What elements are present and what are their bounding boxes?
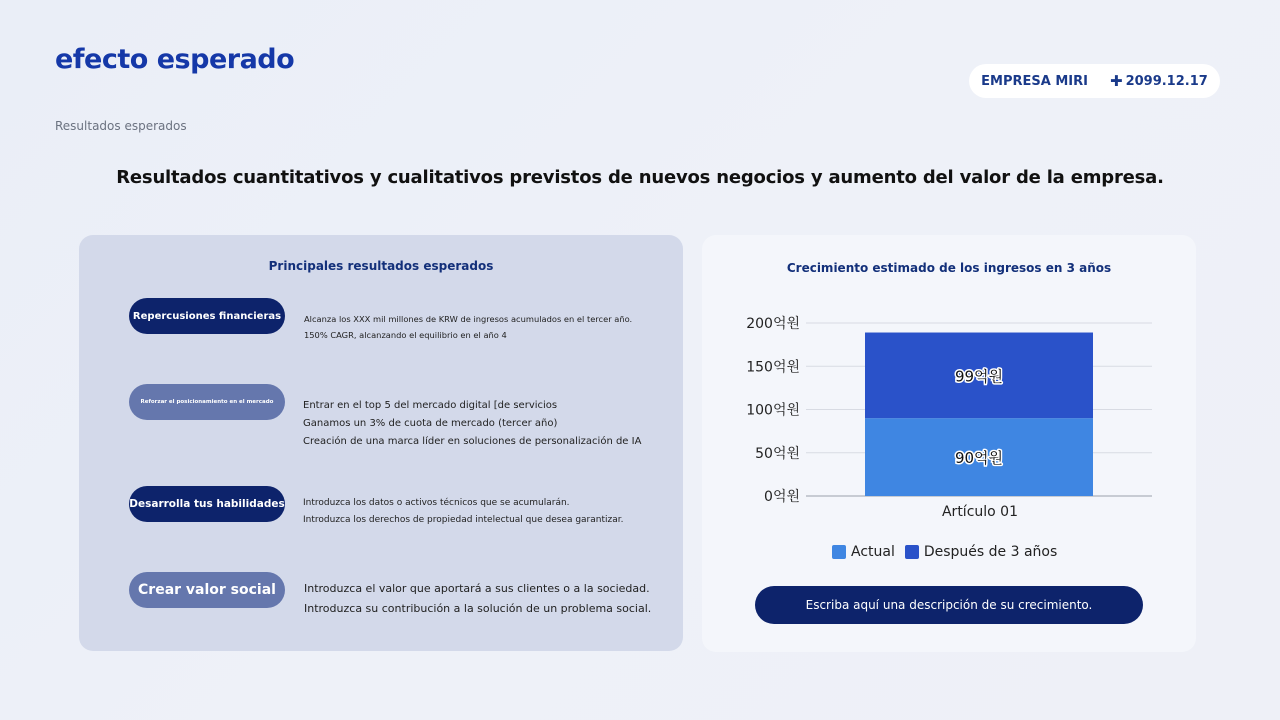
social-line-2: Introduzca su contribución a la solución de un problema social. — [304, 602, 652, 615]
legend-swatch-after — [905, 545, 919, 559]
bar-data-label: 90억원 — [954, 449, 1004, 468]
x-category-label: Artículo 01 — [941, 504, 1019, 520]
revenue-chart — [702, 235, 1196, 535]
financial-description — [304, 311, 632, 343]
y-tick-label: 200억원 — [746, 316, 800, 332]
chart-legend — [832, 544, 1057, 560]
legend-item-actual — [832, 544, 895, 560]
legend-label-actual: Actual — [851, 544, 895, 560]
bar-data-label: 99억원 — [954, 367, 1004, 386]
market-line-3: Creación de una marca líder en soluciones de personalización de IA — [303, 436, 642, 447]
growth-description-button[interactable]: Escriba aquí una descripción de su crecimiento. — [755, 586, 1143, 624]
y-tick-label: 0억원 — [764, 489, 800, 505]
y-tick-label: 150억원 — [746, 359, 800, 376]
page-title: efecto esperado — [55, 44, 295, 75]
social-line-1: Introduzca el valor que aportará a sus clientes o a la sociedad. — [304, 582, 650, 595]
results-panel-title: Principales resultados esperados — [268, 259, 494, 273]
company-badge — [969, 64, 1220, 98]
tag-financial: Repercusiones financieras — [129, 298, 285, 334]
plus-icon: ✚ — [1109, 71, 1123, 90]
date-group — [1109, 71, 1208, 90]
tag-market: Reforzar el posicionamiento en el mercado — [129, 384, 285, 420]
financial-line-2: 150% CAGR, alcanzando el equilibrio en el año 4 — [304, 330, 507, 340]
skills-line-1: Introduzca los datos o activos técnicos que se acumularán. — [303, 498, 570, 508]
skills-description — [303, 495, 623, 529]
legend-item-after — [905, 544, 1057, 560]
growth-panel — [702, 235, 1196, 652]
market-line-1: Entrar en el top 5 del mercado digital [de servicios — [303, 400, 558, 411]
market-description — [303, 397, 641, 451]
page-subtitle: Resultados esperados — [55, 119, 187, 133]
headline: Resultados cuantitativos y cualitativos previstos de nuevos negocios y aumento del valor de la empresa. — [116, 167, 1164, 188]
tag-social: Crear valor social — [129, 572, 285, 608]
skills-line-2: Introduzca los derechos de propiedad intelectual que desea garantizar. — [303, 515, 624, 525]
tag-skills: Desarrolla tus habilidades — [129, 486, 285, 522]
results-panel — [79, 235, 683, 651]
growth-panel-title: Crecimiento estimado de los ingresos en 3 años — [786, 261, 1112, 275]
company-name: EMPRESA MIRI — [981, 73, 1088, 89]
financial-line-1: Alcanza los XXX mil millones de KRW de ingresos acumulados en el tercer año. — [304, 314, 633, 324]
social-description — [304, 579, 651, 619]
y-tick-label: 50억원 — [755, 445, 800, 462]
y-tick-label: 100억원 — [746, 402, 800, 419]
date-label: 2099.12.17 — [1125, 73, 1208, 89]
market-line-2: Ganamos un 3% de cuota de mercado (tercer año) — [303, 418, 558, 429]
legend-label-after: Después de 3 años — [923, 544, 1058, 560]
legend-swatch-actual — [832, 545, 846, 559]
